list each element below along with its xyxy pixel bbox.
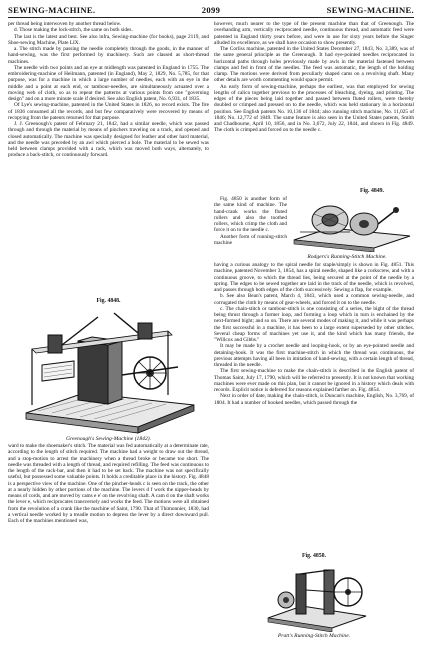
rodgers-machine-illustration bbox=[290, 196, 414, 252]
page-number: 2099 bbox=[201, 5, 221, 15]
paragraph: a. The stitch made by passing the needle completely through the goods, in the manner of hand-sewing, was the first performed by machinery. Such are classed as short-thread machines. bbox=[8, 46, 209, 65]
paragraph: c. The chain-stitch or tambour-stitch is one consisting of a series, the bight of the thread being thrust through a former loop, and forming a loop which in turn is enchained by the next-formed bight; and so on. There are several modes of making it, and while it was perhaps the first successful in a machine, it has been to a large extent superseded by other stitches. Several cheap forms of machines yet use it, and the kind which has many friends, the "Willcox and Gibbs." bbox=[214, 305, 414, 343]
figure-label-4849: Fig. 4849. bbox=[360, 188, 384, 194]
right-column-top bbox=[214, 21, 414, 134]
paragraph: b. See also Bean's patent, March 4, 1843, which used a common sewing-needle, and corrugated the cloth by means of gear-wheels, and forced it on to the needle. bbox=[214, 293, 414, 306]
paragraph: It may be made by a crochet needle and looping-hook, or by an eye-pointed needle and detaining-hook. It was the first machine-stitch in which the thread was continuous, the previous attempts having all been in imitation of hand-sewing, with a certain length of thread, threaded in the needle. bbox=[214, 343, 414, 368]
greenough-machine-illustration bbox=[18, 305, 198, 435]
figure-caption-4849: Rodgers's Running-Stitch Machine. bbox=[307, 254, 387, 260]
running-title-right: SEWING-MACHINE. bbox=[326, 5, 414, 15]
paragraph: Fig. 4850 is another form of the same kind of machine. The hand-crank works the fluted rollers and also the toothed rollers, which crimp the cloth and force it on to the needle c. bbox=[214, 196, 287, 234]
pratt-machine-illustration bbox=[262, 560, 372, 632]
paragraph: Of Lye's sewing-machine, patented in the United States in 1826, no record exists. The fire of 1836 consumed all the records, and but few comparatively were recovered by means of recopying from the patents returned for that purpose. bbox=[8, 102, 209, 121]
figure-label-4848: Fig. 4848. bbox=[96, 298, 121, 304]
left-column-bottom bbox=[8, 443, 209, 524]
paragraph: An early form of sewing-machine, perhaps the earliest, was that employed for sewing lengths of calico together previous to the processes of bleaching, dyeing, and printing. The edges of the pieces being laid together and passed between fluted rollers, were thereby doubled or crimped and pressed on to the needle, which was held stationary in a horizontal position. See English patents No. 10,136 of 1844; also running stitch machine, No. 11,025 of 1846; No. 12,772 of 1849. The same feature is also seen in the United States patents, Smith and Chadbourne, April 10, 1856, and in No. 3,672, July 22, 1844, and shown in Fig. 4849. The cloth is crimped and forced on to the needle c. bbox=[214, 83, 414, 134]
right-column-mid bbox=[214, 262, 414, 406]
paragraph: The Corliss machine, patented in the United States December 27, 1843, No. 3,389, was of the same general principle as the Greenough. It had eye-pointed needles reciprocated in horizontal paths through holes previously made by awls in the material fastened between clamps and fed in front of the needles. The feed was automatic, the length of the holding clamp. The motions were derived from peculiarly shaped cams on a revolving shaft. Many other details are worth commenting would space permit. bbox=[214, 46, 414, 84]
figure-caption-4850: Pratt's Running-Stitch Machine. bbox=[277, 633, 351, 639]
paragraph: The last is the latest and best. See also infra, Sewing-machine (for books), page 2119, and Shoe-sewing Machine, Plate LIX. bbox=[8, 33, 209, 46]
paragraph: Another form of running-stitch machine bbox=[214, 233, 287, 246]
figure-caption-4848: Greenough's Sewing-Machine (1842). bbox=[65, 436, 152, 442]
header-rule bbox=[8, 17, 414, 18]
page-header bbox=[8, 5, 414, 17]
paragraph: d. Those making the lock-stitch, the same on both sides. bbox=[14, 27, 133, 34]
paragraph: ward to make the shoemaker's stitch. The material was fed automatically at a determinate rate, according to the length of stitch required. The machine had a weight to draw out the thread, and a stop-motion to arrest the machinery when a thread broke or became too short. The needle was threaded with a length of thread, and required refilling. The feed was continuous to the length of the rack-bar, and then it had to be set back. The machine was not specifically useful, but possessed some valuable points. It holds a creditable place in the history. Fig. 4848 is a perspective view of the machine. One of the pincher-heads c is seen on the track, the other at a nearly hidden by other portions of the machine. The levers d f work the nipper-heads by means of cords, and are moved by cams e e' on the revolving shaft. A cam d on the shaft works the lever e, which reciprocates transversely and works the feed. The motions were all obtained from the revolution of a crank like the machine of Saint, 1790. That of Thimonnier, 1830, had a vertical needle worked by a treadle motion to depress the lever by a direct downward pull. Each of the machines mentioned was, bbox=[8, 443, 210, 524]
figure-label-4850: Fig. 4850. bbox=[302, 553, 326, 559]
paragraph: however, much nearer to the type of the present machine than that of Greenough. The overhanding arm, vertically reciprocated needle, continuous thread, and automatic feed were patented in England thirty years before, and were in use for sixty years before the Singer alluded its excellence, as we shall have occasion to show presently. bbox=[214, 21, 414, 46]
paragraph: per thread being interwoven by another thread below. bbox=[8, 21, 122, 27]
paragraph: The first sewing-machine to make the chain-stitch is described in the English patent of Thomas Saint, July 17, 1790, which will be referred to presently. It is not known that working machines were ever made on this plan, but it cannot be ignored in a history which deals with records. Explicit notice is deferred for reasons explained farther on. Fig. 4854. bbox=[214, 368, 414, 393]
left-column-top bbox=[8, 21, 209, 159]
right-column-wrap bbox=[214, 196, 287, 246]
paragraph: Next in order of date, making the chain-stitch, is Duncan's machine, English, No. 3,769, of 1804. It had a number of hooked needles, which passed through the bbox=[214, 393, 414, 406]
paragraph: The needle with two points and an eye at midlength was patented in England in 1755. The embroidering-machine of Heilmann, patented (in England), May 2, 1829, No. 5,785, for that purpose, was for a machine in which a large number of needles, each with an eye in the middle and a point at each end, or tambour-needles, are simultaneously actuated over a moving web of cloth, so as to repeat the patterns at various points from one "governing design" and on a more minute scale if desired. See also English patent, No. 6,931, of 1835. bbox=[8, 64, 209, 102]
paragraph: J. J. Greenough's patent of February 21, 1842, had a similar needle, which was passed through and through the material by means of pinchers traveling on a track, and opened and closed automatically. The machine was specially designed for leather and other hard material, and the needle was preceded by an awl which pierced a hole. The material to be sewed was held between clamps provided with a rack, which was moved both ways, alternately, to produce a back-stitch, or continuously forward. bbox=[8, 121, 209, 159]
running-title-left: SEWING-MACHINE. bbox=[8, 5, 96, 15]
paragraph: having a curious analogy to the spiral needle for staple/simply is shown in Fig. 4851. This machine, patented November 3, 1854, has a spiral needle, shaped like a corkscrew, and with a continuous groove, to which the thread lies, being secured at the point of the needle by a spring. The edges to be sewed together are laid in the track of the needle, which is revolved, and passes through both edges of the cloth successively. Sewing a flap, for example. bbox=[214, 262, 414, 293]
